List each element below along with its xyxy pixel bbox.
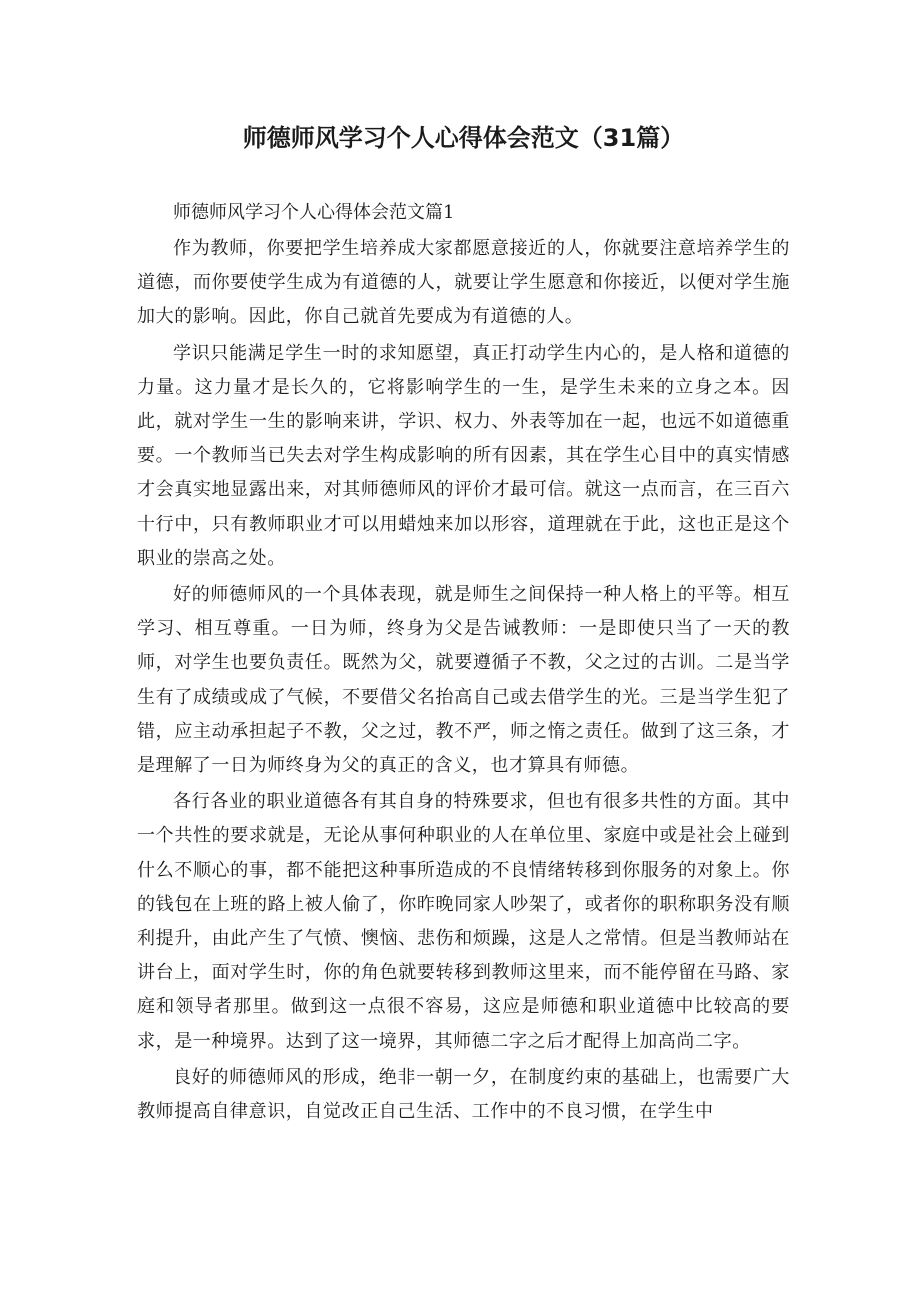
paragraph: 各行各业的职业道德各有其自身的特殊要求，但也有很多共性的方面。其中一个共性的要求就是，无论从事何种职业的人在单位里、家庭中或是社会上碰到什么不顺心的事，都不能把这种事所造成的不良情绪转移到你服务的对象上。你的钱包在上班的路上被人偷了，你昨晚同家人吵架了，或者你的职称职务没有顺利提升，由此产生了气愤、懊恼、悲伤和烦躁，这是人之常情。但是当教师站在讲台上，面对学生时，你的角色就要转移到教师这里来，而不能停留在马路、家庭和领导者那里。做到这一点很不容易，这应是师德和职业道德中比较高的要求，是一种境界。达到了这一境界，其师德二字之后才配得上加高尚二字。 [137, 791, 790, 1052]
paragraph: 良好的师德师风的形成，绝非一朝一夕，在制度约束的基础上，也需要广大教师提高自律意识，自觉改正自己生活、工作中的不良习惯，在学生中 [137, 1066, 790, 1123]
paragraph: 好的师德师风的一个具体表现，就是师生之间保持一种人格上的平等。相互学习、相互尊重。一日为师，终身为父是告诫教师：一是即使只当了一天的教师，对学生也要负责任。既然为父，就要遵循子不教，父之过的古训。二是当学生有了成绩或成了气候，不要借父名抬高自己或去借学生的光。三是当学生犯了错，应主动承担起子不教，父之过，教不严，师之惰之责任。做到了这三条，才是理解了一日为师终身为父的真正的含义，也才算具有师德。 [137, 584, 790, 777]
paragraph: 作为教师，你要把学生培养成大家都愿意接近的人，你就要注意培养学生的道德，而你要使学生成为有道德的人，就要让学生愿意和你接近，以便对学生施加大的影响。因此，你自己就首先要成为有道德的人。 [137, 238, 790, 328]
paragraph: 学识只能满足学生一时的求知愿望，真正打动学生内心的，是人格和道德的力量。这力量才是长久的，它将影响学生的一生，是学生未来的立身之本。因此，就对学生一生的影响来讲，学识、权力、外表等加在一起，也远不如道德重要。一个教师当已失去对学生构成影响的所有因素，其在学生心目中的真实情感才会真实地显露出来，对其师德师风的评价才最可信。就这一点而言，在三百六十行中，只有教师职业才可以用蜡烛来加以形容，道理就在于此，这也正是这个职业的崇高之处。 [137, 342, 790, 569]
section-heading: 师德师风学习个人心得体会范文篇1 [173, 202, 455, 223]
document-title: 师德师风学习个人心得体会范文（31篇） [242, 124, 685, 152]
